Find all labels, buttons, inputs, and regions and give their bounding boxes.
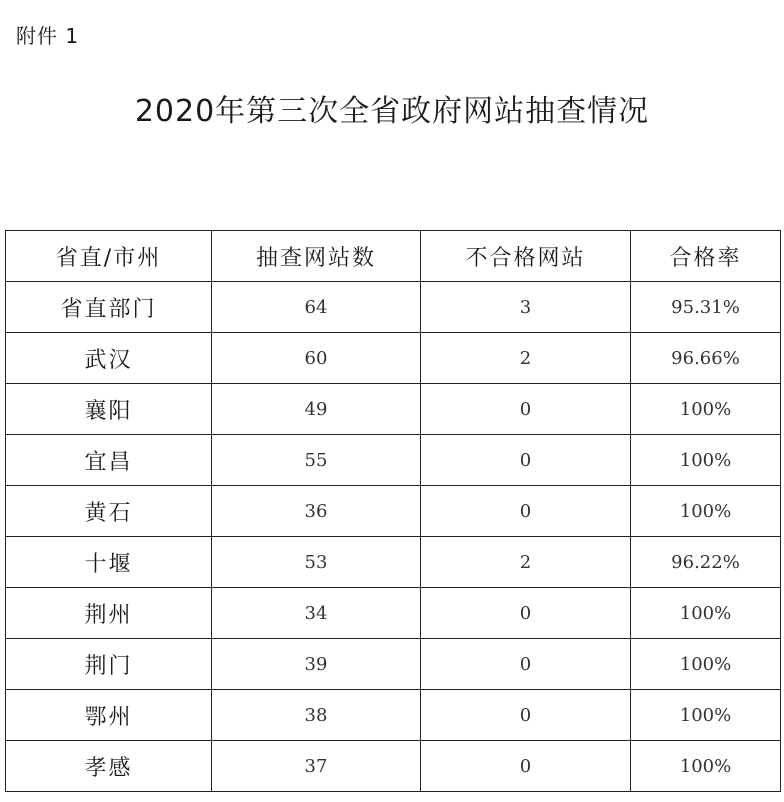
cell-region: 荆州 <box>6 588 212 639</box>
table-row <box>6 690 781 741</box>
cell-pass-rate: 100% <box>631 741 781 792</box>
cell-region: 黄石 <box>6 486 212 537</box>
document-title: 2020年第三次全省政府网站抽查情况 <box>134 94 650 129</box>
cell-failed-sites: 0 <box>421 588 631 639</box>
cell-failed-sites: 0 <box>421 639 631 690</box>
header-pass-rate: 合格率 <box>631 231 781 282</box>
cell-failed-sites: 0 <box>421 741 631 792</box>
cell-sites-checked: 64 <box>212 282 421 333</box>
cell-pass-rate: 96.66% <box>631 333 781 384</box>
table-row <box>6 435 781 486</box>
table-row <box>6 282 781 333</box>
table-row <box>6 333 781 384</box>
cell-pass-rate: 100% <box>631 588 781 639</box>
cell-failed-sites: 0 <box>421 384 631 435</box>
cell-failed-sites: 0 <box>421 690 631 741</box>
table-row <box>6 741 781 792</box>
table-row <box>6 588 781 639</box>
cell-pass-rate: 100% <box>631 690 781 741</box>
cell-region: 省直部门 <box>6 282 212 333</box>
cell-sites-checked: 36 <box>212 486 421 537</box>
cell-sites-checked: 55 <box>212 435 421 486</box>
header-region: 省直/市州 <box>6 231 212 282</box>
attachment-label: 附件 1 <box>16 24 80 48</box>
cell-region: 襄阳 <box>6 384 212 435</box>
cell-region: 武汉 <box>6 333 212 384</box>
cell-region: 鄂州 <box>6 690 212 741</box>
table-header-row <box>6 231 781 282</box>
cell-sites-checked: 39 <box>212 639 421 690</box>
cell-failed-sites: 2 <box>421 537 631 588</box>
table-row <box>6 486 781 537</box>
cell-pass-rate: 100% <box>631 384 781 435</box>
table-row <box>6 639 781 690</box>
cell-failed-sites: 0 <box>421 435 631 486</box>
inspection-table <box>5 230 781 792</box>
cell-sites-checked: 37 <box>212 741 421 792</box>
cell-region: 宜昌 <box>6 435 212 486</box>
cell-failed-sites: 0 <box>421 486 631 537</box>
table-row <box>6 537 781 588</box>
cell-pass-rate: 100% <box>631 639 781 690</box>
cell-pass-rate: 100% <box>631 486 781 537</box>
cell-failed-sites: 3 <box>421 282 631 333</box>
cell-pass-rate: 96.22% <box>631 537 781 588</box>
cell-region: 孝感 <box>6 741 212 792</box>
cell-pass-rate: 95.31% <box>631 282 781 333</box>
cell-failed-sites: 2 <box>421 333 631 384</box>
cell-sites-checked: 60 <box>212 333 421 384</box>
cell-sites-checked: 49 <box>212 384 421 435</box>
cell-region: 十堰 <box>6 537 212 588</box>
header-failed-sites: 不合格网站 <box>421 231 631 282</box>
cell-pass-rate: 100% <box>631 435 781 486</box>
table-row <box>6 384 781 435</box>
cell-sites-checked: 34 <box>212 588 421 639</box>
header-sites-checked: 抽查网站数 <box>212 231 421 282</box>
cell-sites-checked: 38 <box>212 690 421 741</box>
cell-sites-checked: 53 <box>212 537 421 588</box>
cell-region: 荆门 <box>6 639 212 690</box>
